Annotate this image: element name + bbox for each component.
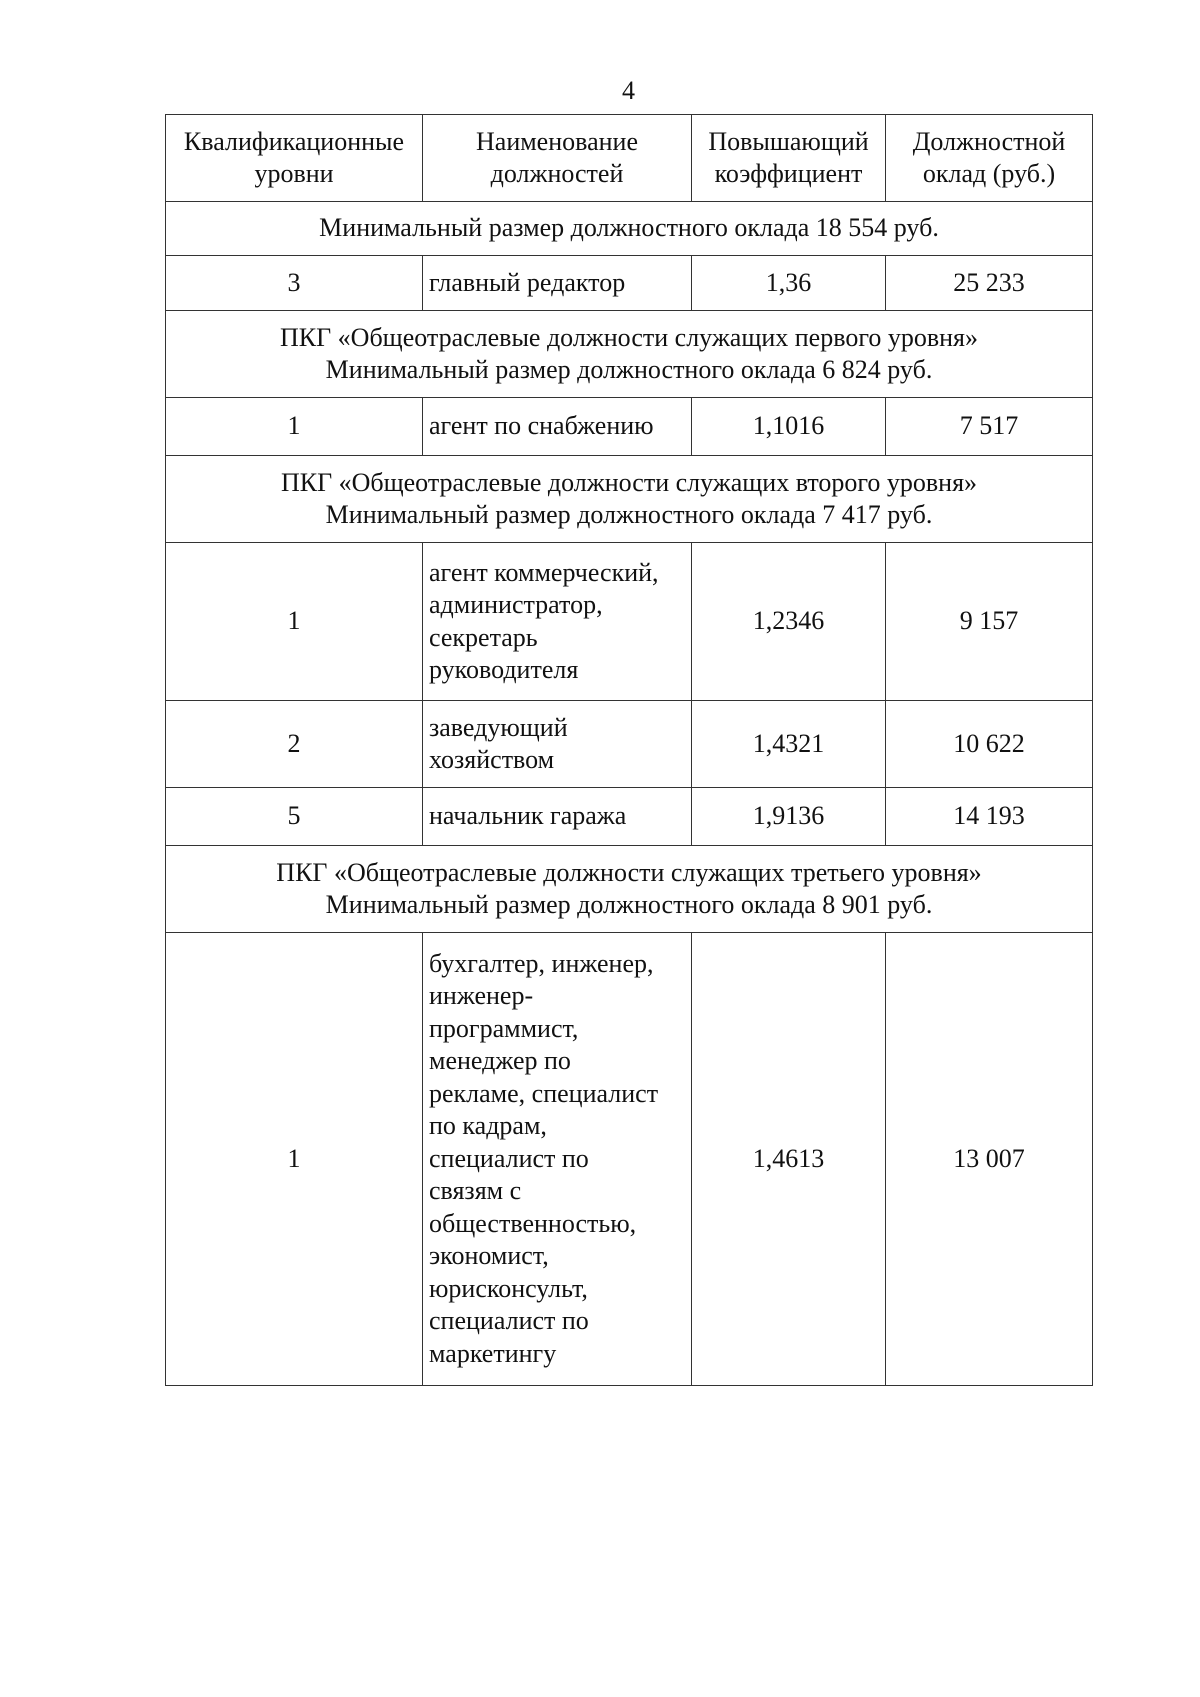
cell-level: 1 xyxy=(166,398,423,456)
cell-salary: 7 517 xyxy=(886,398,1093,456)
cell-coefficient: 1,4321 xyxy=(692,701,886,788)
header-qualification-levels: Квалификационные уровни xyxy=(166,115,423,202)
header-position-names: Наименование должностей xyxy=(423,115,692,202)
section-group-title: ПКГ «Общеотраслевые должности служащих первого уровня» xyxy=(280,322,978,352)
cell-coefficient: 1,4613 xyxy=(692,933,886,1386)
section-heading xyxy=(166,846,1093,933)
cell-position: главный редактор xyxy=(423,256,692,311)
cell-position: заведующий хозяйством xyxy=(423,701,692,788)
salary-table xyxy=(165,114,1093,1386)
cell-salary: 14 193 xyxy=(886,788,1093,846)
section-min-salary: Минимальный размер должностного оклада 8 901 руб. xyxy=(325,890,933,919)
cell-salary: 9 157 xyxy=(886,543,1093,701)
cell-level: 3 xyxy=(166,256,423,311)
header-coefficient: Повышающий коэффициент xyxy=(692,115,886,202)
cell-position: агент по снабжению xyxy=(423,398,692,456)
section-group-title: ПКГ «Общеотраслевые должности служащих второго уровня» xyxy=(280,467,978,497)
table-row xyxy=(166,256,1093,311)
section-min-salary: Минимальный размер должностного оклада 6 824 руб. xyxy=(325,355,933,384)
section-header-row xyxy=(166,311,1093,398)
cell-level: 1 xyxy=(166,933,423,1386)
cell-position: начальник гаража xyxy=(423,788,692,846)
section-min-salary: Минимальный размер должностного оклада 7 417 руб. xyxy=(325,500,933,529)
section-heading xyxy=(166,456,1093,543)
cell-coefficient: 1,36 xyxy=(692,256,886,311)
cell-level: 1 xyxy=(166,543,423,701)
section-header-row xyxy=(166,202,1093,256)
cell-coefficient: 1,1016 xyxy=(692,398,886,456)
table-row xyxy=(166,543,1093,701)
cell-salary: 10 622 xyxy=(886,701,1093,788)
table-row xyxy=(166,933,1093,1386)
cell-level: 2 xyxy=(166,701,423,788)
section-min-salary: Минимальный размер должностного оклада 18 554 руб. xyxy=(319,213,939,243)
section-heading xyxy=(166,311,1093,398)
cell-position: агент коммерческий, администратор, секретарь руководителя xyxy=(423,543,692,701)
section-header-row xyxy=(166,846,1093,933)
table-row xyxy=(166,398,1093,456)
cell-coefficient: 1,9136 xyxy=(692,788,886,846)
cell-level: 5 xyxy=(166,788,423,846)
section-heading xyxy=(166,202,1093,256)
cell-salary: 13 007 xyxy=(886,933,1093,1386)
cell-coefficient: 1,2346 xyxy=(692,543,886,701)
section-group-title: ПКГ «Общеотраслевые должности служащих третьего уровня» xyxy=(276,857,982,887)
header-salary: Должностной оклад (руб.) xyxy=(886,115,1093,202)
table-header-row xyxy=(166,115,1093,202)
section-header-row xyxy=(166,456,1093,543)
table-row xyxy=(166,701,1093,788)
cell-salary: 25 233 xyxy=(886,256,1093,311)
cell-position: бухгалтер, инженер, инженер- программист, менеджер по рекламе, специалист по кадрам, специалист по связям с общественностью, экономист, юрисконсульт, специалист по маркетингу xyxy=(423,933,692,1386)
page-number: 4 xyxy=(622,76,635,105)
table-row xyxy=(166,788,1093,846)
